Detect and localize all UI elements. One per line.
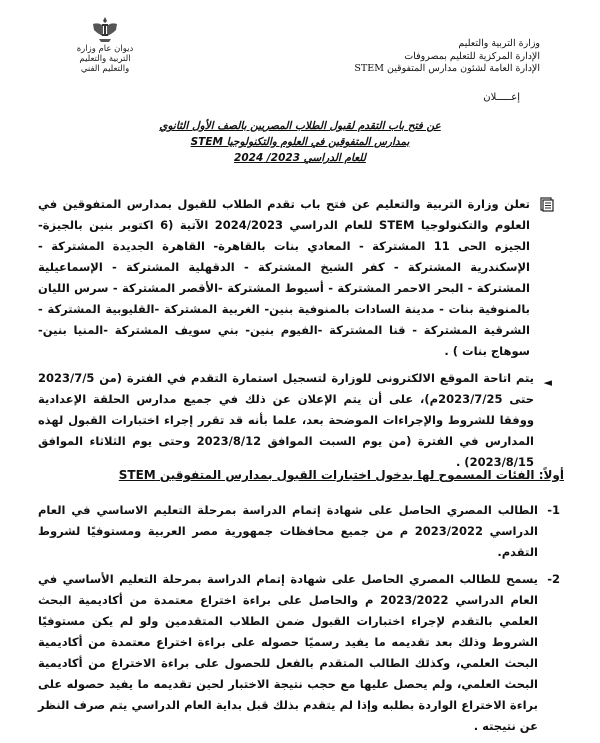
item-text: يسمح للطالب المصري الحاصل على شهادة إتمام الدراسة بمرحلة التعليم الأساسي في العام الدراسي 2023/2022 م والحاصل على براءة اختراع معتمدة من أكاديمية البحث العلمي بالتقدم لإجراء اختبارات القبول ضمن الطلاب المتقدمين ولو لم يكن مستوفيًا الشروط وذلك بعد تقديمه ما يفيد رسميًا حصوله على براءة اختراع معتمدة من أكاديمية البحث العلمي، وكذلك الطالب المتقدم بالفعل للحصول على براءة الاختراع من أكاديمية البحث العلمي، ولم يحصل عليها مع حجب نتيجة الاختبار لحين تقديمه ما يفيد حصوله على براءة الاختراع الواردة بطلبه وإذا لم يتقدم بذلك قبل بداية العام الدراسي يتم صرف النظر عن نتيجته . [38, 572, 539, 733]
section-heading: أولاً: الفئات المسموح لها بدخول اختبارات القبول بمدارس المتفوقين STEM [118, 468, 564, 482]
ministry-logo [72, 14, 138, 74]
item-number: 1- [547, 503, 560, 517]
ministry-line-3: الإدارة العامة لشئون مدارس المتفوقين STEM [354, 63, 540, 74]
title-line-1: عن فتح باب التقدم لقبول الطلاب المصريين بالصف الأول الثانوي [159, 120, 441, 132]
ministry-line-1: وزارة التربية والتعليم [458, 38, 540, 49]
ministry-line-2: الإدارة المركزية للتعليم بمصروفات [404, 50, 540, 62]
title-line-2: بمدارس المتفوقين في العلوم والتكنولوجيا STEM [190, 136, 410, 148]
logo-caption-line-1: ديوان عام وزارة التربية والتعليم [76, 44, 134, 64]
paragraph-text: تعلن وزارة التربية والتعليم عن فتح باب تقدم الطلاب للقبول بمدارس المتفوقين في العلوم والتكنولوجيا STEM للعام الدراسي 2024/2023 الآتية (6 اكتوبر بنين بالجيزة- الجيزه الحى 11 المشتركة - المعادي بنات بالقاهرة- القاهرة الجديدة المشتركة - الإسكندرية المشتركة - كفر الشيخ المشتركة - الدقهلية المشتركة - الإسماعيلية المشتركة - البحر الاحمر المشتركة - أسيوط المشتركة -الأقصر المشتركة - سرس الليان بالمنوفية بنات - مدينة السادات بالمنوفية بنين- الغربية المشتركة -القليوبية المشتركة - الشرقية المشتركة - قنا المشتركة -الفيوم بنين- بني سويف المشتركة -المنيا بنين- سوهاج بنات ) . [38, 197, 530, 358]
item-number: 2- [547, 572, 560, 586]
paragraph-schools [38, 194, 554, 362]
logo-caption-line-2: والتعليم الفني [80, 64, 130, 74]
paragraph-dates [38, 368, 554, 473]
list-item [38, 569, 560, 737]
paragraph-text: يتم اتاحة الموقع الالكترونى للوزارة لتسجيل استمارة التقدم في الفترة (من 2023/7/5 حتى 2023/7/25م)، على أن يتم الإعلان عن ذلك في جميع مدارس الحلقة الإعدادية ووفقا للشروط والإجراءات الموضحة بعد، علما بأنه قد تقرر إجراء اختبارات القبول لهذه المدارس في الفترة (من يوم السبت الموافق 2023/8/12 وحتى يوم الثلاثاء الموافق 2023/8/15) . [38, 371, 534, 469]
title-line-3: للعام الدراسي 2023/ 2024 [234, 152, 366, 164]
document-titles [0, 118, 600, 166]
triangle-bullet-icon: ◄ [543, 376, 552, 389]
body-content [38, 194, 554, 473]
announcement-label: إعـــــلان [483, 92, 520, 103]
ministry-block [354, 38, 540, 76]
item-text: الطالب المصري الحاصل على شهادة إتمام الدراسة بمرحلة التعليم الاساسي في العام الدراسي 2023/2022 م من جميع محافظات جمهورية مصر العربية ومستوفيًا لشروط التقدم. [38, 503, 538, 559]
document-bullet-icon [540, 197, 554, 212]
eligibility-list [38, 500, 560, 743]
egypt-eagle-emblem-icon [90, 14, 120, 44]
list-item [38, 500, 560, 563]
letterhead [0, 8, 600, 78]
